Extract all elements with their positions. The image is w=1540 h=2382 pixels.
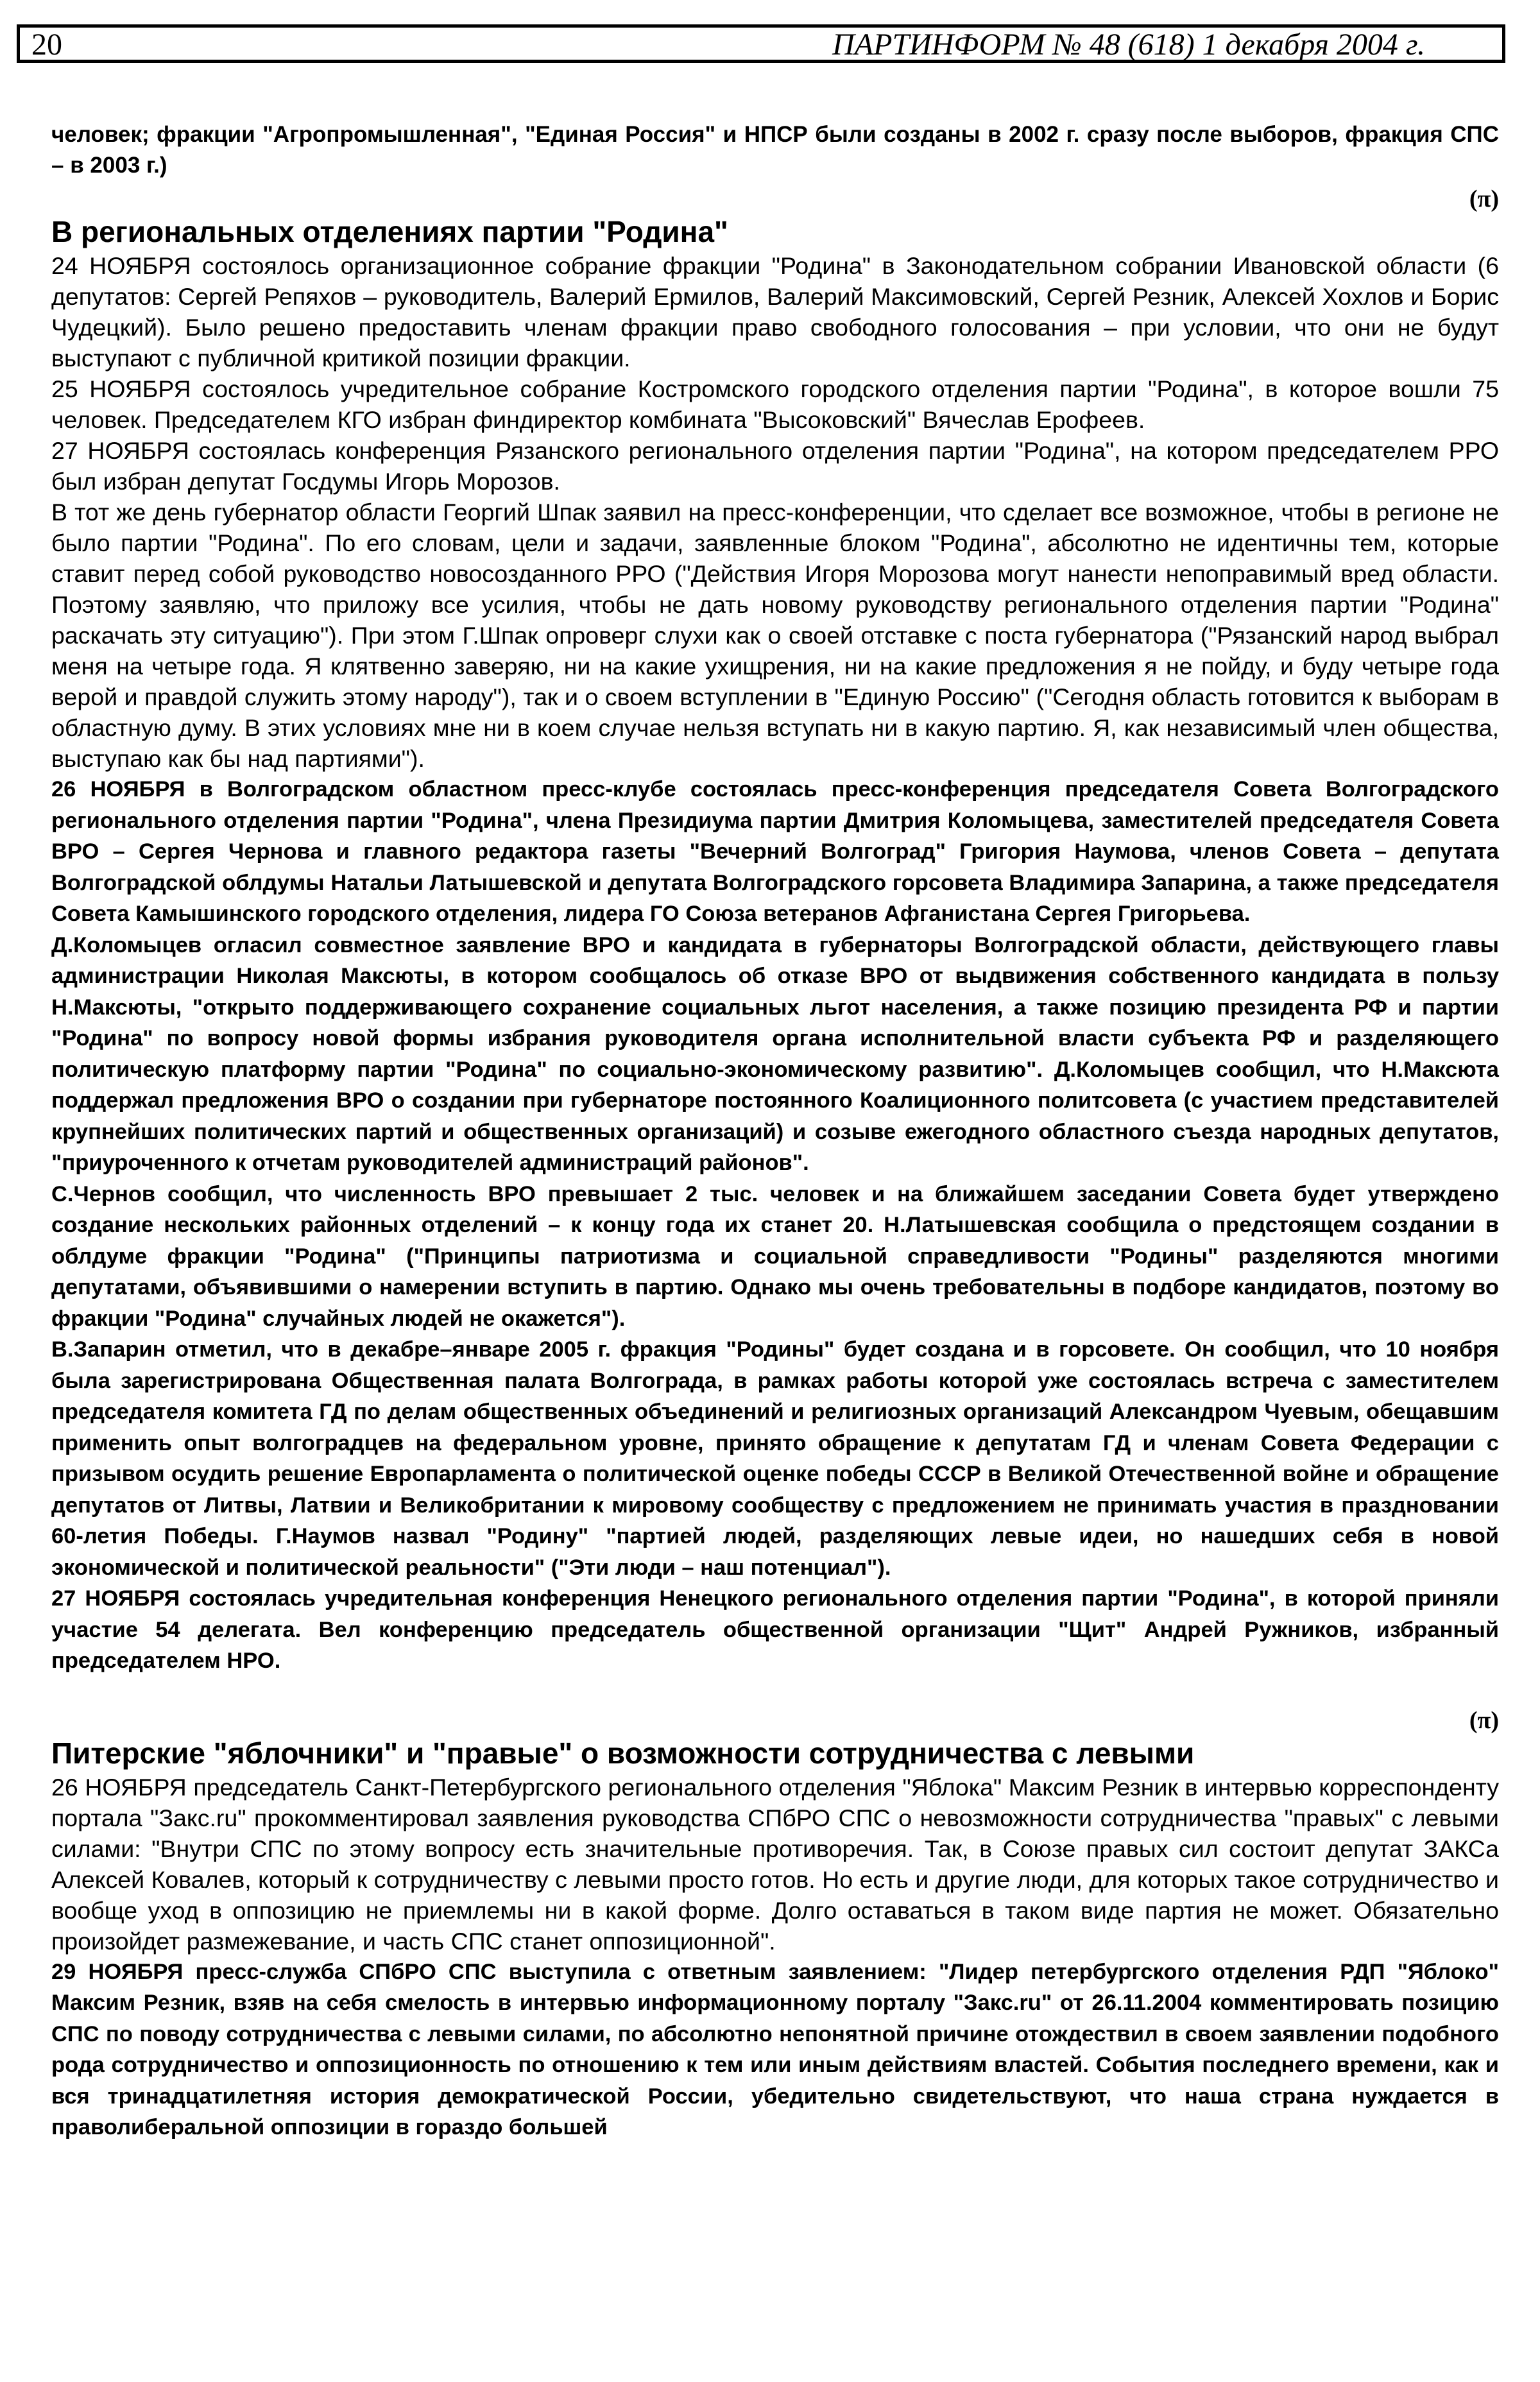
paragraph-bold: Д.Коломыцев огласил совместное заявление ВРО и кандидата в губернаторы Волгоградской области, действующего главы администрации Николая Максюты, в котором сообщалось об отказе ВРО от выдвижения собственного кандидата в пользу Н.Максюты, "открыто поддерживающего сохранение социальных льгот населения, а также позицию президента РФ и партии "Родина" по вопросу новой формы избрания руководителя органа исполнительной власти субъекта РФ и разделяющего политическую платформу партии "Родина" по социально-экономическому развитию". Д.Коломыцев сообщил, что Н.Максюта поддержал предложения ВРО о создании при губернаторе постоянного Коалиционного политсовета (с участием представителей крупнейших политических партий и общественных организаций) и созыве ежегодного областного съезда народных депутатов, "приуроченного к отчетам руководителей администраций районов". (51, 932, 1499, 1175)
paragraph: 27 НОЯБРЯ состоялась конференция Рязанского регионального отделения партии "Родина", на котором председателем РРО был избран депутат Госдумы Игорь Морозов. (51, 437, 1499, 495)
paragraph-bold: В.Запарин отметил, что в декабре–январе 2005 г. фракция "Родины" будет создана и в горсовете. Он сообщил, что 10 ноября была зарегистрирована Общественная палата Волгограда, в рамках работы которой уже состоялась встреча с заместителем председателя комитета ГД по делам общественных объединений и религиозных организаций Александром Чуевым, обещавшим применить опыт волгоградцев на федеральном уровне, принято обращение к депутатам ГД и членам Совета Федерации с призывом осудить решение Европарламента о политической оценке победы СССР в Великой Отечественной войне и обращение депутатов от Литвы, Латвии и Великобритании к мировому сообществу с предложением не принимать участия в праздновании 60-летия Победы. Г.Наумов назвал "Родину" "партией людей, разделяющих левые идеи, но нашедших себя в новой экономической и политической реальности" ("Эти люди – наш потенциал"). (51, 1337, 1499, 1580)
paragraph-bold: 27 НОЯБРЯ состоялась учредительная конференция Ненецкого регионального отделения партии "Родина", в которой приняли участие 54 делегата. Вел конференцию председатель общественной организации "Щит" Андрей Ружников, избранный председателем НРО. (51, 1586, 1499, 1673)
article-body (51, 119, 1499, 2143)
paragraph: 25 НОЯБРЯ состоялось учредительное собрание Костромского городского отделения партии "Родина", в которое вошли 75 человек. Председателем КГО избран финдиректор комбината "Высоковский" Вячеслав Ерофеев. (51, 375, 1499, 433)
paragraph: В тот же день губернатор области Георгий Шпак заявил на пресс-конференции, что сделает все возможное, чтобы в регионе не было партии "Родина". По его словам, цели и задачи, заявленные блоком "Родина", абсолютно не идентичны тем, которые ставит перед собой руководство новосозданного РРО ("Действия Игоря Морозова могут нанести непоправимый вред области. Поэтому заявляю, что приложу все усилия, чтобы не дать новому руководству регионального отделения партии "Родина" раскачать эту ситуацию"). При этом Г.Шпак опроверг слухи как о своей отставке с поста губернатора ("Рязанский народ выбрал меня на четыре года. Я клятвенно заверяю, ни на какие ухищрения, ни на какие предложения я не пойду, и буду четыре года верой и правдой служить этому народу"), так и о своем вступлении в "Единую Россию" ("Сегодня область готовится к выборам в областную думу. В этих условиях мне ни в коем случае нельзя вступать ни в какую партию. Я, как независимый член общества, выступаю как бы над партиями"). (51, 499, 1499, 772)
intro-paragraph: человек; фракции "Агропромышленная", "Единая Россия" и НПСР были созданы в 2002 г. сразу после выборов, фракция СПС – в 2003 г.) (51, 122, 1499, 178)
paragraph: 26 НОЯБРЯ председатель Санкт-Петербургского регионального отделения "Яблока" Максим Резник в интервью корреспонденту портала "Закс.ru" прокомментировал заявления руководства СПбРО СПС о невозможности сотрудничества "правых" с левыми силами: "Внутри СПС по этому вопросу есть значительные противоречия. Так, в Союзе правых сил состоит депутат ЗАКСа Алексей Ковалев, который к сотрудничеству с левыми просто готов. Но есть и другие люди, для которых такое сотрудничество и вообще уход в оппозицию не приемлемы ни в какой форме. Долго оставаться в таком виде партия не может. Обязательно произойдет размежевание, и часть СПС станет оппозиционной". (51, 1773, 1499, 1955)
paragraph: 24 НОЯБРЯ состоялось организационное собрание фракции "Родина" в Законодательном собрании Ивановской области (6 депутатов: Сергей Репяхов – руководитель, Валерий Ермилов, Валерий Максимовский, Сергей Резник, Алексей Хохлов и Борис Чудецкий). Было решено предоставить членам фракции право свободного голосования – при условии, что они не будут выступают с публичной критикой позиции фракции. (51, 252, 1499, 372)
paragraph-bold: С.Чернов сообщил, что численность ВРО превышает 2 тыс. человек и на ближайшем заседании Совета будет утверждено создание нескольких районных отделений – к концу года их станет 20. Н.Латышевская сообщила о предстоящем создании в облдуме фракции "Родина" ("Принципы патриотизма и социальной справедливости "Родины" разделяются многими депутатами, объявившими о намерении вступить в партию. Однако мы очень требовательны в подборе кандидатов, поэтому во фракции "Родина" случайных людей не окажется"). (51, 1181, 1499, 1331)
source-mark: (π) (1469, 185, 1499, 212)
section-title-yabloko: Питерские "яблочники" и "правые" о возможности сотрудничества с левыми (51, 1736, 1195, 1770)
publication-title: ПАРТИНФОРМ № 48 (618) 1 декабря 2004 г. (832, 28, 1425, 62)
section-title-rodina: В региональных отделениях партии "Родина" (51, 215, 728, 248)
paragraph-bold: 29 НОЯБРЯ пресс-служба СПбРО СПС выступила с ответным заявлением: "Лидер петербургского отделения РДП "Яблоко" Максим Резник, взяв на себя смелость в интервью информационному порталу "Закс.ru" от 26.11.2004 комментировать позицию СПС по поводу сотрудничества с левыми силами, по абсолютно непонятной причине отождествил в своем заявлении подобного рода сотрудничество и оппозиционность по отношению к тем или иным действиям властей. События последнего времени, как и вся тринадцатилетняя история демократической России, убедительно свидетельствуют, что наша страна нуждается в праволиберальной оппозиции в гораздо большей (51, 1959, 1499, 2139)
page-header (17, 24, 1505, 63)
page-number: 20 (31, 28, 62, 62)
paragraph-bold: 26 НОЯБРЯ в Волгоградском областном пресс-клубе состоялась пресс-конференция председателя Совета Волгоградского регионального отделения партии "Родина", члена Президиума партии Дмитрия Коломыцева, заместителей председателя Совета ВРО – Сергея Чернова и главного редактора газеты "Вечерний Волгоград" Григория Наумова, членов Совета – депутата Волгоградской облдумы Натальи Латышевской и депутата Волгоградского горсовета Владимира Запарина, а также председателя Совета Камышинского городского отделения, лидера ГО Союза ветеранов Афганистана Сергея Григорьева. (51, 777, 1499, 926)
source-mark: (π) (1469, 1706, 1499, 1734)
